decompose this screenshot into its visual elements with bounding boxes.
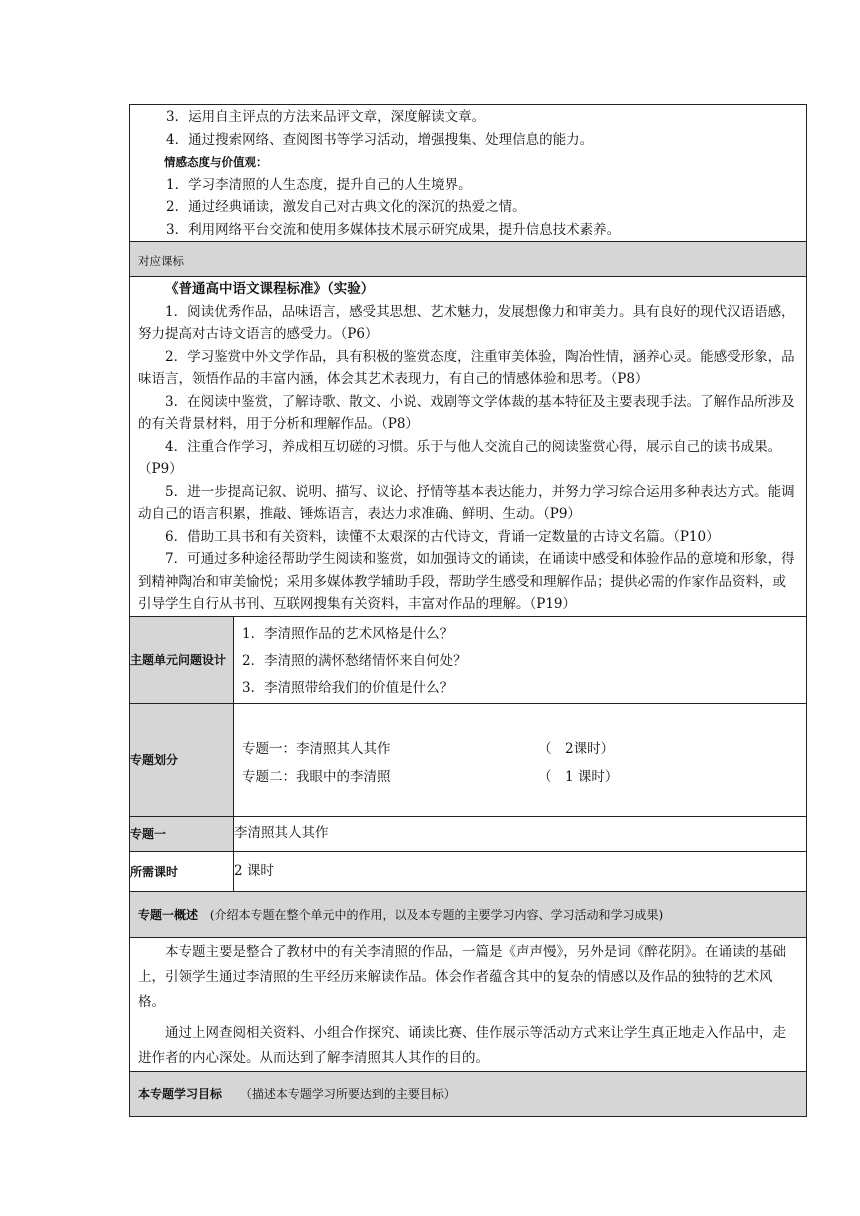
objectives-cell (130, 105, 807, 242)
topics-cell (234, 703, 807, 816)
goals-note: （描述本专题学习所要达到的主要目标） (239, 1087, 456, 1101)
goals-header-cell (130, 1071, 807, 1116)
topic-name: 专题二：我眼中的李清照 (242, 768, 391, 785)
goals-label: 本专题学习目标 (138, 1087, 223, 1101)
emotion-heading: 情感态度与价值观： (164, 155, 268, 169)
standards-paragraph: 2．学习鉴赏中外文学作品，具有积极的鉴赏态度，注重审美体验，陶冶性情，涵养心灵。能感受形象，品味语言，领悟作品的丰富内涵，体会其艺术表现力，有自己的情感体验和思考。（P8） (138, 348, 795, 387)
topic-hours: （ 1 课时） (538, 768, 619, 785)
standards-paragraph: 6．借助工具书和有关资料，读懂不太艰深的古代诗文，背诵一定数量的古诗文名篇。（P10） (165, 528, 720, 545)
topic-name: 专题一：李清照其人其作 (242, 740, 391, 757)
emotion-item: 1．学习李清照的人生态度，提升自己的人生境界。 (166, 176, 472, 193)
overview-note: (介绍本专题在整个单元中的作用，以及本专题的主要学习内容、学习活动和学习成果) (209, 907, 664, 922)
objective-item: 3．运用自主评点的方法来品评文章，深度解读文章。 (166, 109, 486, 125)
topic-hours: （ 2课时） (538, 740, 615, 757)
emotion-item: 3．利用网络平台交流和使用多媒体技术展示研究成果，提升信息技术素养。 (166, 221, 621, 238)
overview-paragraph: 通过上网查阅相关资料、小组合作探究、诵读比赛、佳作展示等活动方式来让学生真正地走入作品中，走进作者的内心深处。从而达到了解李清照其人其作的目的。 (138, 1024, 786, 1066)
overview-label: 专题一概述 (138, 907, 199, 922)
emotion-item: 2．通过经典诵读，激发自己对古典文化的深沉的热爱之情。 (166, 199, 526, 215)
topic1-value: 李清照其人其作 (234, 816, 807, 851)
topics-label: 专题划分 (130, 703, 234, 816)
plan-table (129, 104, 807, 1117)
topic1-label: 专题一 (130, 816, 234, 851)
standards-paragraph: 3．在阅读中鉴赏，了解诗歌、散文、小说、戏剧等文学体裁的基本特征及主要表现手法。了解作品所涉及的有关背景材料，用于分析和理解作品。（P8） (138, 393, 795, 432)
standards-title: 《普通高中语文课程标准》（实验） (165, 281, 375, 297)
standards-paragraph: 4．注重合作学习，养成相互切磋的习惯。乐于与他人交流自己的阅读鉴赏心得，展示自己的读书成果。（P9） (138, 438, 782, 477)
hours-value: 2 课时 (234, 851, 807, 891)
overview-cell (130, 937, 807, 1071)
questions-label: 主题单元问题设计 (130, 616, 234, 703)
question-item: 1．李清照作品的艺术风格是什么？ (242, 625, 454, 642)
topic-row (242, 735, 798, 763)
question-item: 3．李清照带给我们的价值是什么？ (242, 679, 454, 696)
objectives-row (130, 105, 807, 242)
standards-paragraph: 1．阅读优秀作品，品味语言，感受其思想、艺术魅力，发展想像力和审美力。具有良好的现代汉语语感，努力提高对古诗文语言的感受力。（P6） (138, 303, 795, 342)
questions-cell (234, 616, 807, 703)
overview-paragraph: 本专题主要是整合了教材中的有关李清照的作品，一篇是《声声慢》，另外是词《醉花阴》。在诵读的基础上，引领学生通过李清照的生平经历来解读作品。体会作者蕴含其中的复杂的情感以及作品的独特的艺术风格。 (138, 943, 786, 1010)
overview-header-cell (130, 891, 807, 937)
standards-label-cell (130, 242, 807, 277)
standards-label: 对应课标 (138, 253, 184, 268)
hours-label: 所需课时 (130, 851, 234, 891)
standards-cell (130, 277, 807, 617)
standards-paragraph: 7．可通过多种途径帮助学生阅读和鉴赏，如加强诗文的诵读，在诵读中感受和体验作品的意境和形象，得到精神陶冶和审美愉悦；采用多媒体教学辅助手段，帮助学生感受和理解作品；提供必需的作家作品资料，或引导学生自行从书刊、互联网搜集有关资料，丰富对作品的理解。（P19） (138, 551, 795, 612)
topic-row (242, 763, 798, 791)
question-item: 2．李清照的满怀愁绪情怀来自何处？ (242, 652, 467, 669)
objective-item: 4．通过搜索网络、查阅图书等学习活动，增强搜集、处理信息的能力。 (166, 131, 594, 148)
standards-paragraph: 5．进一步提高记叙、说明、描写、议论、抒情等基本表达能力，并努力学习综合运用多种表达方式。能调动自己的语言积累，推敲、锤炼语言，表达力求准确、鲜明、生动。（P9） (138, 483, 795, 522)
